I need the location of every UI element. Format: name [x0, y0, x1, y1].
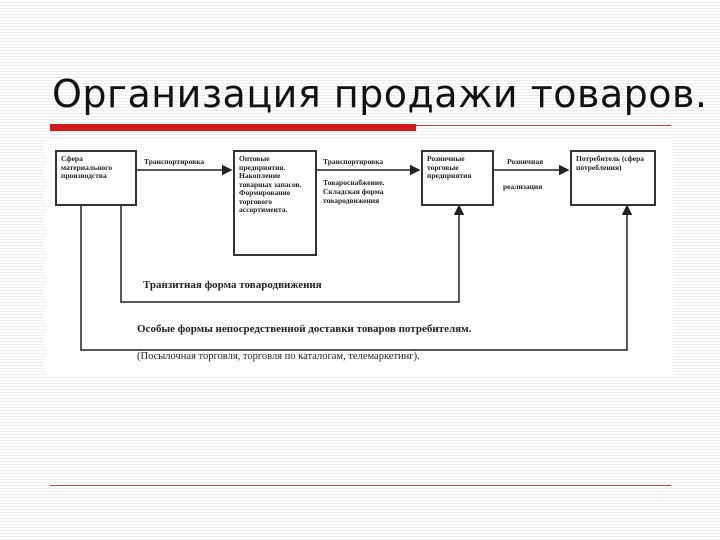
flow-label-transport-1: Транспортировка [144, 157, 205, 166]
flow-label-retail-sale: Розничная [507, 157, 544, 166]
title-underline-thin [416, 125, 671, 126]
title-underline-accent [50, 124, 416, 131]
flow-label-transport-2: Транспортировка [323, 157, 384, 166]
bottom-rule [50, 485, 671, 486]
node-consumer: Потребитель (сфера потребления) [570, 150, 656, 206]
distribution-diagram [45, 140, 673, 376]
direct-delivery-label: Особые формы непосредственной доставки товаров потребителям. [137, 323, 472, 335]
node-retail: Розничные торговые предприятия [421, 150, 494, 206]
direct-delivery-examples: (Посылочная торговля, торговля по каталогам, телемаркетинг). [137, 351, 420, 362]
flow-label-warehouse: Товароснабжение. Складская форма товародвижения [323, 178, 385, 205]
slide-title: Организация продажи товаров. [52, 72, 708, 116]
flow-label-retail-realization: реализация [503, 182, 543, 191]
node-production: Сфера материального производства [55, 150, 137, 206]
transit-label: Транзитная форма товародвижения [143, 279, 322, 291]
node-wholesale: Оптовые предприятия. Накопление товарных запасов. Формирование торгового ассортимента. [233, 150, 317, 256]
